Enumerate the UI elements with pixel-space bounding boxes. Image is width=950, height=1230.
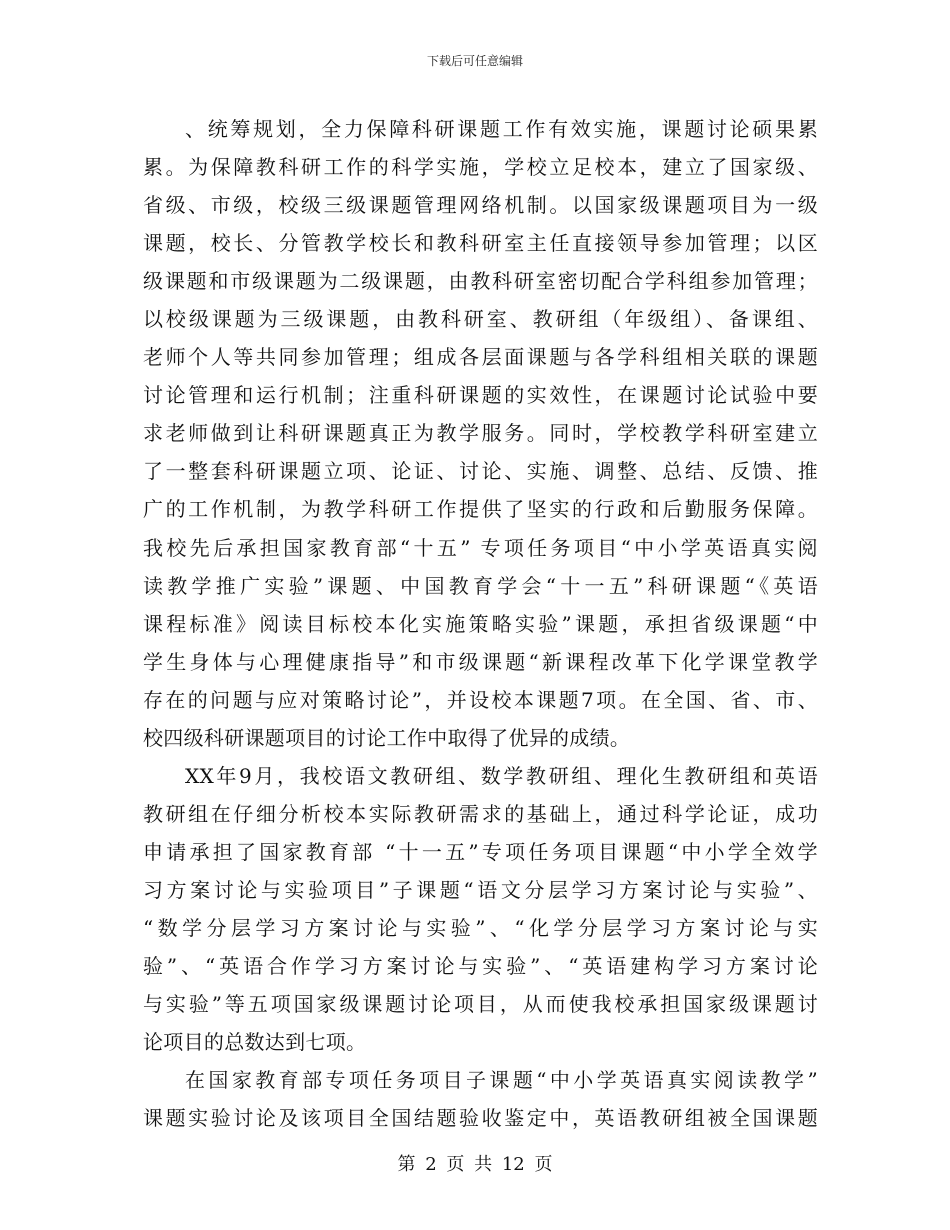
text-line: 广的工作机制，为教学科研工作提供了坚实的行政和后勤服务保障。: [143, 497, 818, 522]
text-line: 校四级科研课题项目的讨论工作中取得了优异的成绩。: [143, 725, 631, 750]
text-line: 存在的问题与应对策略讨论”，并设校本课题7项。在全国、省、市、: [143, 687, 818, 712]
text-line: 课程标准》阅读目标校本化实施策略实验”课题，承担省级课题“中: [143, 611, 818, 636]
text-line: XX年9月，我校语文教研组、数学教研组、理化生教研组和英语: [185, 763, 818, 788]
text-line: “数学分层学习方案讨论与实验”、“化学分层学习方案讨论与实: [143, 915, 818, 940]
text-line: 省级、市级，校级三级课题管理网络机制。以国家级课题项目为一级: [143, 193, 818, 218]
text-line: 课题，校长、分管教学校长和教科研室主任直接领导参加管理；以区: [143, 231, 818, 256]
text-line: 求老师做到让科研课题真正为教学服务。同时，学校教学科研室建立: [143, 421, 818, 446]
text-line: 习方案讨论与实验项目”子课题“语文分层学习方案讨论与实验”、: [143, 877, 818, 902]
page-number-footer: 第 2 页 共 12 页: [397, 1154, 553, 1175]
text-line: 申请承担了国家教育部 “十一五”专项任务项目课题“中小学全效学: [143, 839, 818, 864]
text-line: 讨论管理和运行机制；注重科研课题的实效性，在课题讨论试验中要: [143, 383, 818, 408]
text-line: 学生身体与心理健康指导”和市级课题“新课程改革下化学课堂教学: [143, 649, 818, 674]
text-line: 与实验”等五项国家级课题讨论项目，从而使我校承担国家级课题讨: [143, 992, 818, 1017]
text-line: 论项目的总数达到七项。: [143, 1030, 367, 1055]
text-line: 课题实验讨论及该项目全国结题验收鉴定中，英语教研组被全国课题: [143, 1106, 818, 1131]
text-line: 教研组在仔细分析校本实际教研需求的基础上，通过科学论证，成功: [143, 801, 818, 826]
text-line: 级课题和市级课题为二级课题，由教科研室密切配合学科组参加管理；: [143, 269, 818, 294]
text-line: 老师个人等共同参加管理；组成各层面课题与各学科组相关联的课题: [143, 345, 818, 370]
page-header-note: 下载后可任意编辑: [426, 54, 523, 68]
document-body: [143, 110, 818, 1137]
text-line: 验”、“英语合作学习方案讨论与实验”、“英语建构学习方案讨论: [143, 954, 818, 979]
text-line: 我校先后承担国家教育部“十五” 专项任务项目“中小学英语真实阅: [143, 535, 818, 560]
text-line: 了一整套科研课题立项、论证、讨论、实施、调整、总结、反馈、推: [143, 459, 818, 484]
text-line: 在国家教育部专项任务项目子课题“中小学英语真实阅读教学”: [185, 1068, 818, 1093]
text-line: 累。为保障教科研工作的科学实施，学校立足校本，建立了国家级、: [143, 155, 818, 180]
text-line: 读教学推广实验”课题、中国教育学会“十一五”科研课题“《英语: [143, 573, 818, 598]
text-line: 以校级课题为三级课题，由教科研室、教研组（年级组）、备课组、: [143, 307, 818, 332]
text-line: 、统筹规划，全力保障科研课题工作有效实施，课题讨论硕果累: [185, 117, 818, 141]
